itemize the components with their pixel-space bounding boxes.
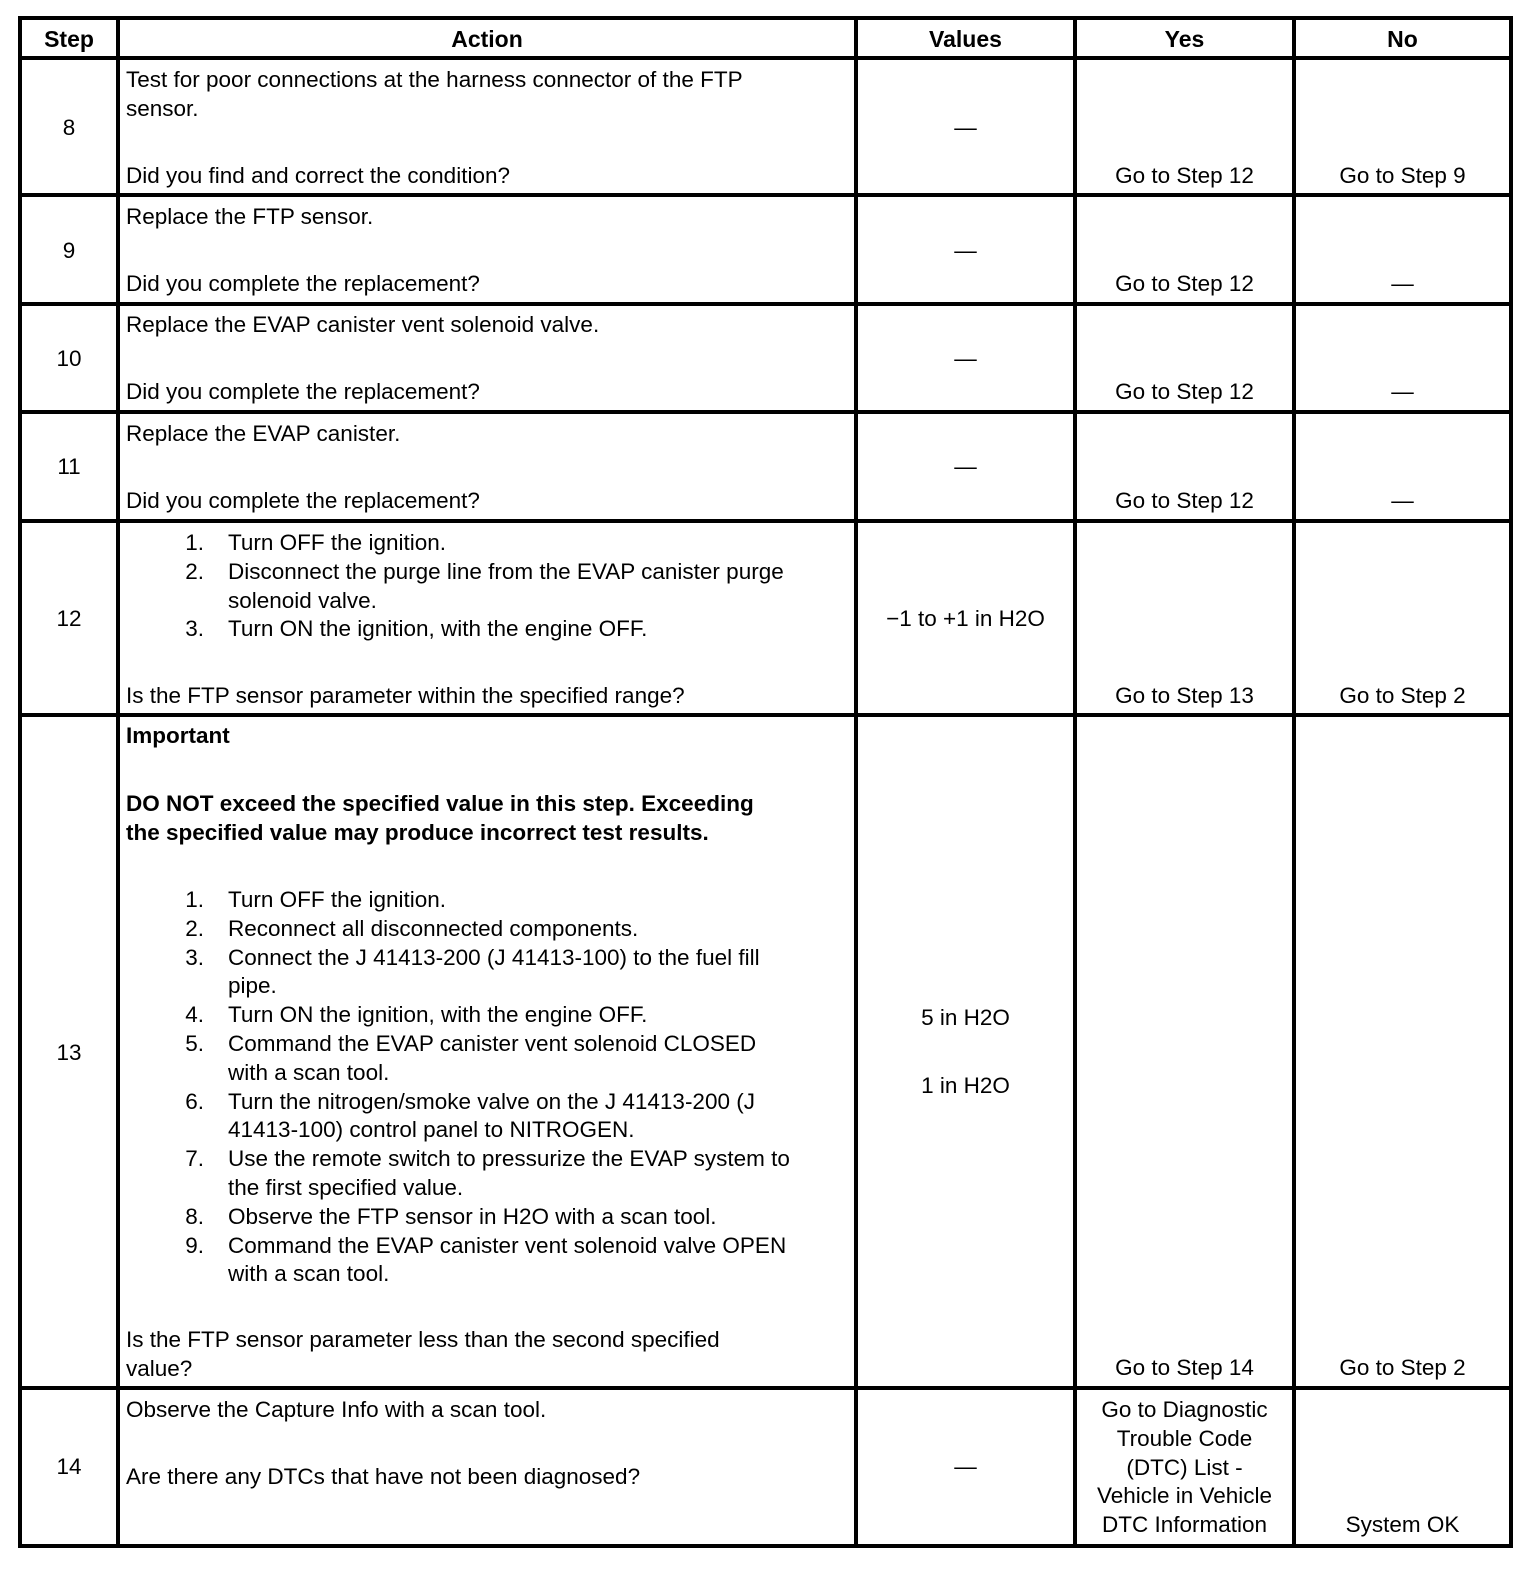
step-number: 9 [62,238,76,263]
item-number: 7. [185,1146,204,1172]
item-text: the first specified value. [228,1174,464,1200]
values-cell: — [954,346,977,371]
item-text: Reconnect all disconnected components. [228,915,639,941]
item-text: Command the EVAP canister vent solenoid CLOSED [228,1030,757,1056]
no-cell: Go to Step 2 [1339,1355,1466,1380]
action-line: sensor. [126,95,199,121]
list-item [126,529,850,558]
yes-cell: Go to Step 12 [1115,271,1254,296]
header-action: Action [451,26,523,52]
yes-line: (DTC) List - [1126,1454,1243,1480]
action-question [118,1326,856,1384]
list-item [126,1232,850,1290]
no-cell: Go to Step 2 [1339,683,1466,708]
action-question: Did you complete the replacement? [126,271,480,296]
yes-line: Trouble Code [1116,1425,1253,1451]
no-cell: System OK [1345,1512,1460,1537]
item-number: 2. [185,558,204,584]
yes-line: Vehicle in Vehicle [1096,1483,1273,1509]
action-question: Are there any DTCs that have not been diagnosed? [126,1464,641,1489]
item-number: 2. [185,915,204,941]
item-text: Turn OFF the ignition. [228,887,447,912]
action-question: Did you complete the replacement? [126,488,480,513]
yes-cell: Go to Step 13 [1115,683,1254,708]
list-item [126,615,850,644]
header-step: Step [44,26,94,52]
action-text [118,66,856,124]
item-text: Turn the nitrogen/smoke valve on the J 41413-200 (J [228,1088,755,1114]
step-number: 10 [56,346,82,371]
question-line: Is the FTP sensor parameter less than the second specified [126,1327,720,1352]
no-cell: — [1391,271,1414,296]
action-text: Replace the FTP sensor. [126,204,374,229]
values-cell: 1 in H2O [921,1073,1010,1098]
list-item [126,1030,850,1088]
yes-cell: Go to Step 12 [1115,488,1254,513]
warning-line: DO NOT exceed the specified value in this step. Exceeding [126,791,754,816]
item-text: Turn OFF the ignition. [228,530,447,555]
step-number: 8 [62,115,76,140]
item-number: 1. [185,887,204,912]
item-text: Connect the J 41413-200 (J 41413-100) to the fuel fill [228,944,760,970]
question-line: value? [126,1355,193,1381]
numbered-list [126,529,850,644]
warning-line: the specified value may produce incorrect test results. [126,819,709,845]
item-text: pipe. [228,973,277,999]
list-item [126,944,850,1002]
item-number: 4. [185,1002,204,1028]
yes-cell [1077,1396,1292,1540]
item-text: with a scan tool. [228,1261,390,1287]
step-number: 12 [56,606,82,631]
action-text: Observe the Capture Info with a scan tool. [126,1397,547,1422]
list-item [126,1145,850,1203]
header-no: No [1387,26,1418,52]
list-item [126,1203,850,1232]
values-cell: — [954,238,977,263]
values-cell: −1 to +1 in H2O [886,606,1045,631]
important-label: Important [126,723,230,748]
yes-line: DTC Information [1101,1512,1268,1538]
action-line: Test for poor connections at the harness connector of the FTP [126,67,743,92]
no-cell: Go to Step 9 [1339,163,1466,188]
action-question: Did you find and correct the condition? [126,163,510,188]
item-number: 8. [185,1203,204,1229]
action-text: Replace the EVAP canister. [126,421,401,446]
item-text: Use the remote switch to pressurize the EVAP system to [228,1146,790,1172]
item-number: 3. [185,616,204,642]
list-item [126,558,850,616]
item-text: solenoid valve. [228,587,377,613]
values-cell: — [954,454,977,479]
item-number: 3. [185,944,204,970]
item-text: Command the EVAP canister vent solenoid valve OPEN [228,1232,787,1258]
no-cell: — [1391,379,1414,404]
list-item [126,1001,850,1030]
values-cell: 5 in H2O [921,1005,1010,1030]
numbered-list [126,886,850,1289]
item-text: 41413-100) control panel to NITROGEN. [228,1117,635,1143]
action-question: Is the FTP sensor parameter within the specified range? [126,683,685,708]
values-cell: — [954,115,977,140]
yes-cell: Go to Step 14 [1115,1355,1254,1380]
values-cell: — [954,1454,977,1479]
list-item [126,886,850,915]
item-text: Turn ON the ignition, with the engine OFF. [228,1002,648,1028]
item-number: 5. [185,1030,204,1056]
no-cell: — [1391,488,1414,513]
item-text: Observe the FTP sensor in H2O with a scan tool. [228,1203,717,1229]
item-text: with a scan tool. [228,1059,390,1085]
step-number: 13 [56,1040,82,1065]
item-number: 6. [185,1088,204,1114]
important-warning [118,790,856,848]
action-steps [118,529,856,644]
action-steps [118,886,856,1289]
header-values: Values [929,26,1002,52]
item-number: 9. [185,1232,204,1258]
header-yes: Yes [1164,26,1205,52]
item-text: Turn ON the ignition, with the engine OFF. [228,616,648,642]
yes-cell: Go to Step 12 [1115,379,1254,404]
list-item [126,915,850,944]
action-question: Did you complete the replacement? [126,379,480,404]
step-number: 11 [57,454,81,479]
item-text: Disconnect the purge line from the EVAP canister purge [228,558,784,584]
list-item [126,1088,850,1146]
step-number: 14 [56,1454,82,1479]
action-text: Replace the EVAP canister vent solenoid valve. [126,312,600,337]
yes-cell: Go to Step 12 [1115,163,1254,188]
yes-line: Go to Diagnostic [1101,1397,1268,1422]
item-number: 1. [185,530,204,555]
